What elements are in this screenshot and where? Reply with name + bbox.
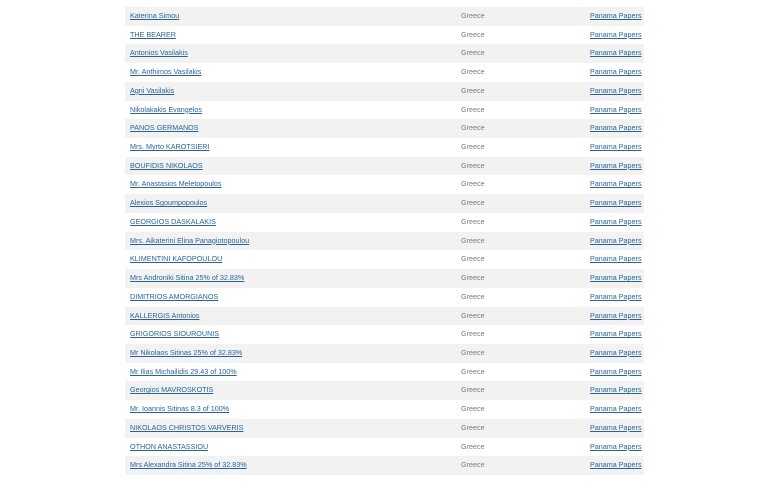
entity-name-link[interactable]: KLIMENTINI KAFOPOULOU (130, 254, 223, 264)
table-row (125, 269, 644, 288)
name-cell (125, 269, 461, 288)
source-cell (590, 307, 644, 326)
country-cell (461, 400, 590, 419)
source-cell (590, 157, 644, 176)
entity-name-link[interactable]: THE BEARER (130, 29, 176, 39)
table-row (125, 194, 644, 213)
entity-name-link[interactable]: Mr Nikolaos Sitinas 25% of 32.83% (130, 347, 243, 357)
name-cell (125, 438, 461, 457)
entity-name-link[interactable]: Katerina Simou (130, 11, 180, 20)
results-body (125, 7, 644, 475)
country-text: Greece (461, 123, 485, 133)
entity-name-link[interactable]: Mr. Anastasios Meletopoulos (130, 179, 222, 189)
name-cell (125, 456, 461, 475)
table-row (125, 325, 644, 344)
source-cell (590, 7, 644, 26)
entity-name-link[interactable]: DIMITRIOS AMORGIANOS (130, 291, 219, 301)
country-text: Greece (461, 198, 485, 208)
table-row (125, 419, 644, 438)
entity-name-link[interactable]: PANOS GERMANOS (130, 123, 199, 133)
source-link[interactable]: Panama Papers (590, 310, 642, 320)
source-link[interactable]: Panama Papers (590, 422, 642, 432)
table-row (125, 82, 644, 101)
source-link[interactable]: Panama Papers (590, 347, 642, 357)
table-row (125, 232, 644, 251)
source-cell (590, 250, 644, 269)
name-cell (125, 288, 461, 307)
entity-name-link[interactable]: GEORGIOS DASKALAKIS (130, 216, 216, 226)
source-cell (590, 175, 644, 194)
country-cell (461, 438, 590, 457)
name-cell (125, 419, 461, 438)
entity-name-link[interactable]: NIKOLAOS CHRISTOS VARVERIS (130, 422, 244, 432)
source-link[interactable]: Panama Papers (590, 29, 642, 39)
country-cell (461, 157, 590, 176)
entity-name-link[interactable]: KALLERGIS Antonios (130, 310, 200, 320)
table-row (125, 250, 644, 269)
source-cell (590, 400, 644, 419)
source-link[interactable]: Panama Papers (590, 67, 642, 77)
source-cell (590, 63, 644, 82)
country-cell (461, 269, 590, 288)
entity-name-link[interactable]: Mrs. Aikaterini Elina Panagiotopoulou (130, 235, 250, 245)
country-cell (461, 250, 590, 269)
source-link[interactable]: Panama Papers (590, 179, 642, 189)
source-link[interactable]: Panama Papers (590, 142, 642, 152)
country-cell (461, 419, 590, 438)
source-link[interactable]: Panama Papers (590, 366, 642, 376)
country-cell (461, 44, 590, 63)
source-link[interactable]: Panama Papers (590, 404, 642, 414)
source-cell (590, 438, 644, 457)
name-cell (125, 44, 461, 63)
entity-name-link[interactable]: OTHON ANASTASSIOU (130, 441, 209, 451)
country-cell (461, 63, 590, 82)
entity-name-link[interactable]: GRIGORIOS SIOUROUNIS (130, 329, 220, 339)
source-link[interactable]: Panama Papers (590, 160, 642, 170)
country-cell (461, 7, 590, 26)
entity-name-link[interactable]: Nikolakakis Evangelos (130, 104, 202, 114)
country-cell (461, 381, 590, 400)
source-cell (590, 269, 644, 288)
country-cell (461, 456, 590, 475)
country-cell (461, 26, 590, 45)
entity-name-link[interactable]: Antonios Vasilakis (130, 48, 188, 58)
source-cell (590, 101, 644, 120)
source-link[interactable]: Panama Papers (590, 85, 642, 95)
table-row (125, 288, 644, 307)
name-cell (125, 344, 461, 363)
source-link[interactable]: Panama Papers (590, 460, 642, 470)
table-row (125, 138, 644, 157)
entity-name-link[interactable]: Mrs. Myrto KAROTSIERI (130, 142, 210, 152)
name-cell (125, 26, 461, 45)
country-cell (461, 232, 590, 251)
country-text: Greece (461, 347, 485, 357)
table-row (125, 119, 644, 138)
country-cell (461, 119, 590, 138)
table-row (125, 344, 644, 363)
name-cell (125, 63, 461, 82)
country-text: Greece (461, 160, 485, 170)
source-cell (590, 456, 644, 475)
source-link[interactable]: Panama Papers (590, 198, 642, 208)
country-text: Greece (461, 67, 485, 77)
table-row (125, 363, 644, 382)
name-cell (125, 101, 461, 120)
source-cell (590, 381, 644, 400)
country-cell (461, 363, 590, 382)
source-link[interactable]: Panama Papers (590, 385, 642, 395)
country-text: Greece (461, 460, 485, 470)
country-text: Greece (461, 216, 485, 226)
country-text: Greece (461, 85, 485, 95)
country-text: Greece (461, 422, 485, 432)
entity-name-link[interactable]: Agni Vasilakis (130, 85, 175, 95)
name-cell (125, 119, 461, 138)
table-row (125, 456, 644, 475)
name-cell (125, 213, 461, 232)
country-cell (461, 213, 590, 232)
source-cell (590, 344, 644, 363)
source-cell (590, 288, 644, 307)
name-cell (125, 381, 461, 400)
country-cell (461, 101, 590, 120)
country-cell (461, 325, 590, 344)
country-cell (461, 175, 590, 194)
country-text: Greece (461, 385, 485, 395)
name-cell (125, 138, 461, 157)
country-text: Greece (461, 310, 485, 320)
table-row (125, 26, 644, 45)
country-cell (461, 194, 590, 213)
country-text: Greece (461, 235, 485, 245)
source-link[interactable]: Panama Papers (590, 216, 642, 226)
source-cell (590, 82, 644, 101)
name-cell (125, 250, 461, 269)
source-link[interactable]: Panama Papers (590, 11, 642, 20)
country-text: Greece (461, 179, 485, 189)
table-row (125, 175, 644, 194)
source-cell (590, 325, 644, 344)
source-cell (590, 26, 644, 45)
source-link[interactable]: Panama Papers (590, 291, 642, 301)
name-cell (125, 232, 461, 251)
source-link[interactable]: Panama Papers (590, 104, 642, 114)
country-cell (461, 307, 590, 326)
source-cell (590, 194, 644, 213)
source-link[interactable]: Panama Papers (590, 235, 642, 245)
name-cell (125, 82, 461, 101)
source-cell (590, 232, 644, 251)
source-link[interactable]: Panama Papers (590, 329, 642, 339)
name-cell (125, 363, 461, 382)
table-row (125, 63, 644, 82)
table-row (125, 400, 644, 419)
country-text: Greece (461, 329, 485, 339)
country-text: Greece (461, 104, 485, 114)
entity-name-link[interactable]: Mrs Androniki Sitina 25% of 32.83% (130, 273, 245, 283)
entity-name-link[interactable]: Mr. Ioannis Sitinas 8.3 of 100% (130, 404, 230, 414)
country-cell (461, 288, 590, 307)
name-cell (125, 157, 461, 176)
source-cell (590, 213, 644, 232)
name-cell (125, 7, 461, 26)
source-cell (590, 138, 644, 157)
country-text: Greece (461, 291, 485, 301)
country-text: Greece (461, 29, 485, 39)
table-row (125, 101, 644, 120)
source-cell (590, 363, 644, 382)
source-link[interactable]: Panama Papers (590, 48, 642, 58)
country-text: Greece (461, 11, 485, 20)
source-link[interactable]: Panama Papers (590, 123, 642, 133)
name-cell (125, 194, 461, 213)
country-cell (461, 138, 590, 157)
name-cell (125, 325, 461, 344)
country-text: Greece (461, 48, 485, 58)
source-cell (590, 419, 644, 438)
entity-name-link[interactable]: Georgios MAVROSKOTIS (130, 385, 214, 395)
entity-name-link[interactable]: BOUFIDIS NIKOLAOS (130, 160, 203, 170)
source-link[interactable]: Panama Papers (590, 254, 642, 264)
source-link[interactable]: Panama Papers (590, 441, 642, 451)
country-text: Greece (461, 441, 485, 451)
source-link[interactable]: Panama Papers (590, 273, 642, 283)
results-table (125, 7, 644, 475)
table-row (125, 213, 644, 232)
table-row (125, 307, 644, 326)
name-cell (125, 400, 461, 419)
name-cell (125, 307, 461, 326)
table-row (125, 7, 644, 26)
table-row (125, 438, 644, 457)
country-text: Greece (461, 142, 485, 152)
country-cell (461, 344, 590, 363)
entity-name-link[interactable]: Mr Ilias Michailidis 29.43 of 100% (130, 366, 237, 376)
entity-name-link[interactable]: Mr. Anthimos Vasilakis (130, 67, 202, 77)
entity-name-link[interactable]: Alexios Sgoumpopoulos (130, 198, 208, 208)
entity-name-link[interactable]: Mrs Alexandra Sitina 25% of 32.83% (130, 460, 247, 470)
country-text: Greece (461, 273, 485, 283)
country-text: Greece (461, 404, 485, 414)
country-text: Greece (461, 254, 485, 264)
table-row (125, 381, 644, 400)
country-cell (461, 82, 590, 101)
name-cell (125, 175, 461, 194)
source-cell (590, 44, 644, 63)
table-row (125, 44, 644, 63)
source-cell (590, 119, 644, 138)
table-row (125, 157, 644, 176)
country-text: Greece (461, 366, 485, 376)
